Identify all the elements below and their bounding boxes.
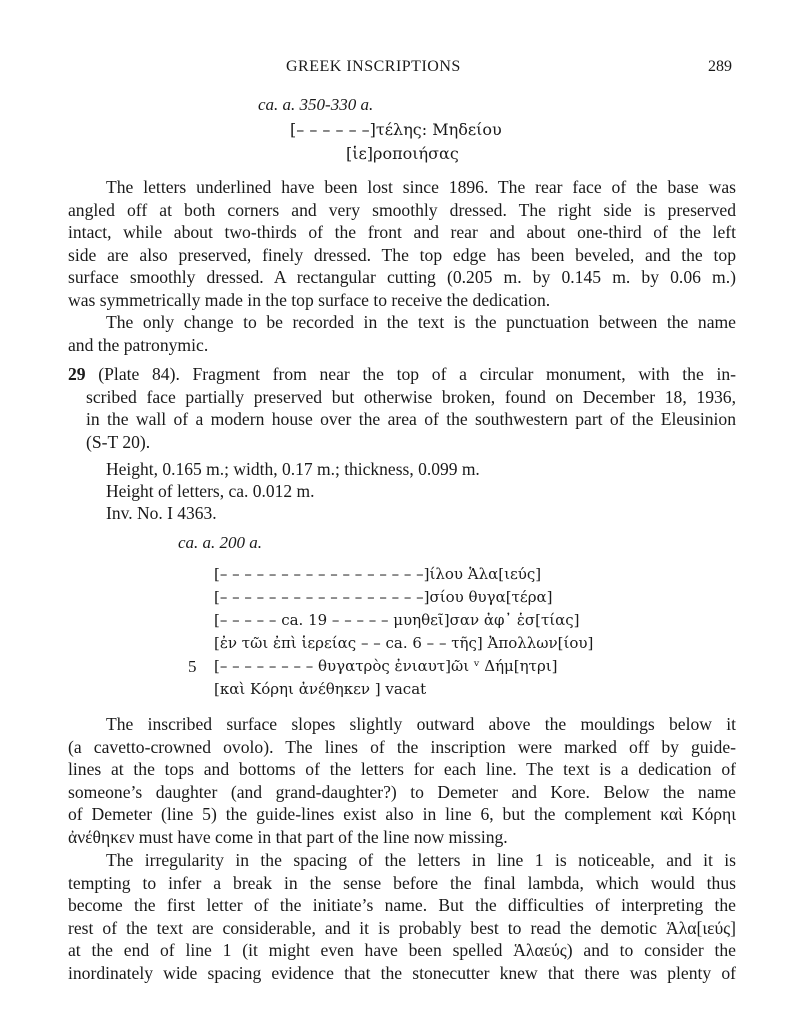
paragraph-line: ἀνέθηκεν must have come in that part of the line now missing. (68, 826, 508, 847)
inscription-28-line-1: [– – – – – –]τέλης: Μηδείου (290, 120, 502, 139)
paragraph-line: become the first letter of the initiate’s name. But the difficulties of interpreting the (68, 895, 736, 915)
measurement-dimensions: Height, 0.165 m.; width, 0.17 m.; thickness, 0.099 m. (106, 459, 480, 479)
paragraph-line: was symmetrically made in the top surface to receive the dedication. (68, 289, 551, 310)
inscription-28-date: ca. a. 350-330 a. (258, 95, 374, 114)
item-number: 29 (68, 364, 86, 384)
paragraph-line: tempting to infer a break in the sense before the final lambda, which would thus (68, 872, 736, 893)
inscription-29-line-4: [ἐν τῶι ἐπὶ ἱερείας – – ca. 6 – – τῆς] Ἀπολλων[ίου] (214, 634, 594, 652)
paragraph-4 (68, 849, 736, 984)
inventory-number: Inv. No. I 4363. (106, 503, 217, 523)
inscription-28-line-2: [ἱε]ροποιήσας (346, 144, 459, 163)
paragraph-2 (68, 311, 736, 356)
paragraph-line: at the end of line 1 (it might even have been spelled Ἁλαεύς) and to consider the (68, 940, 736, 960)
paragraph-line: of Demeter (line 5) the guide-lines exist also in line 6, but the complement καὶ Κόρηι (68, 804, 736, 824)
paragraph-line: side are also preserved, finely dressed. The top edge has been beveled, and the top (68, 244, 736, 265)
paragraph-line: surface smoothly dressed. A rectangular cutting (0.205 m. by 0.145 m. by 0.06 m.) (68, 267, 736, 287)
running-title: GREEK INSCRIPTIONS (286, 58, 461, 75)
inscription-29-line-1: [– – – – – – – – – – – – – – – – –]ίλου Ἁλα[ιεύς] (214, 565, 542, 583)
paragraph-line: intact, while about two-thirds of the front and rear and about one-third of the left (68, 222, 736, 242)
paragraph-line: (S-T 20). (86, 431, 151, 452)
paragraph-line: The letters underlined have been lost since 1896. The rear face of the base was (106, 177, 736, 197)
paragraph-line: inordinately wide spacing evidence that the stonecutter knew that there was plenty of (68, 962, 736, 983)
paragraph-3 (68, 713, 736, 848)
line-number: 5 (188, 657, 197, 676)
paragraph-line (68, 363, 736, 386)
page-number: 289 (708, 58, 732, 75)
paragraph-line: The irregularity in the spacing of the letters in line 1 is noticeable, and it is (106, 850, 736, 870)
measurement-letter-height: Height of letters, ca. 0.012 m. (106, 481, 315, 501)
paragraph-line: and the patronymic. (68, 334, 209, 355)
paragraph-line: lines at the tops and bottoms of the letters for each line. The text is a dedication of (68, 759, 736, 779)
inscription-29-date: ca. a. 200 a. (178, 533, 263, 552)
paragraph-line: rest of the text are considerable, and it is probably best to read the demotic Ἁλα[ιεύς] (68, 917, 736, 938)
item-29-description (68, 363, 736, 453)
paragraph-1 (68, 176, 736, 311)
paragraph-line: in the wall of a modern house over the area of the southwestern part of the Eleusinion (86, 409, 736, 429)
paragraph-line: The only change to be recorded in the text is the punctuation between the name (106, 312, 736, 332)
paragraph-line: The inscribed surface slopes slightly outward above the mouldings below it (106, 714, 736, 734)
paragraph-line: (a cavetto-crowned ovolo). The lines of the inscription were marked off by guide- (68, 736, 736, 757)
paragraph-line: scribed face partially preserved but otherwise broken, found on December 18, 1936, (86, 386, 736, 407)
inscription-29-line-2: [– – – – – – – – – – – – – – – – –]σίου θυγα[τέρα] (214, 588, 553, 606)
inscription-29-line-3: [– – – – – ca. 19 – – – – – μυηθεῖ]σαν ἀφ᾽ ἑσ[τίας] (214, 611, 580, 629)
inscription-29-line-5: [– – – – – – – – θυγατρὸς ἐνιαυτ]ῶι ᵛ Δήμ[ητρι] (214, 657, 558, 675)
paragraph-line: someone’s daughter (and grand-daughter?) to Demeter and Kore. Below the name (68, 781, 736, 802)
inscription-29-line-6: [καὶ Κόρηι ἀνέθηκεν ] vacat (214, 680, 427, 698)
item-29-first-line: (Plate 84). Fragment from near the top of a circular monument, with the in- (98, 364, 736, 384)
paragraph-line: angled off at both corners and very smoothly dressed. The right side is preserved (68, 199, 736, 220)
